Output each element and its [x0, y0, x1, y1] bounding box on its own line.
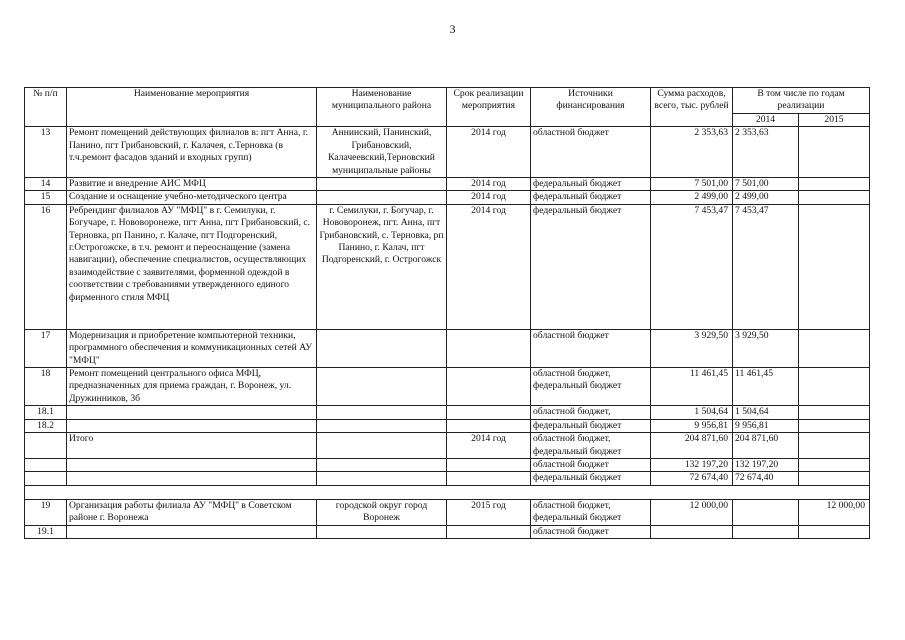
- total-federal-district: [317, 472, 447, 485]
- row-2015: [799, 525, 870, 538]
- header-2015: 2015: [799, 114, 870, 127]
- table-row: [25, 191, 870, 204]
- row-2014: [733, 525, 799, 538]
- header-source: Источники финансирования: [531, 88, 651, 127]
- row-district: Аннинский, Панинский, Грибановский, Калачеевский,Терновский муниципальные районы: [317, 127, 447, 178]
- row-name: Организация работы филиала АУ "МФЦ" в Советском районе г. Воронежа: [67, 499, 317, 525]
- row-2014: 1 504,64: [733, 406, 799, 419]
- total-source: областной бюджет, федеральный бюджет: [531, 433, 651, 459]
- row-num: 19: [25, 499, 67, 525]
- row-name: [67, 525, 317, 538]
- row-term: 2014 год: [447, 127, 531, 178]
- row-district: [317, 419, 447, 432]
- total-sum: 204 871,60: [651, 433, 733, 459]
- header-years: В том числе по годам реализации: [733, 88, 870, 114]
- table-row: [25, 406, 870, 419]
- header-district: Наименование муниципального района: [317, 88, 447, 127]
- row-source: федеральный бюджет: [531, 204, 651, 329]
- row-num: 18.2: [25, 419, 67, 432]
- row-2014: 7 453,47: [733, 204, 799, 329]
- row-2015: [799, 406, 870, 419]
- row-term: 2015 год: [447, 499, 531, 525]
- row-2015: [799, 204, 870, 329]
- row-source: областной бюджет, федеральный бюджет: [531, 499, 651, 525]
- row-sum: 12 000,00: [651, 499, 733, 525]
- header-term: Срок реализации мероприятия: [447, 88, 531, 127]
- row-district: [317, 329, 447, 367]
- row-district: [317, 525, 447, 538]
- total-regional-district: [317, 458, 447, 471]
- row-term: [447, 525, 531, 538]
- total-label: Итого: [67, 433, 317, 459]
- row-name: Ребрендинг филиалов АУ "МФЦ" в г. Семилуки, г. Богучаре, г. Нововоронеже, пгт Анна, пгт Грибановский, с. Терновка, рп Панино, г. Калаче, пгт Подгоренский, г.Острогожске, в т.ч. ремонт и переоснащение (замена навигации), обеспечение специалистов, осуществляющих взаимодействие с заявителями, форменной одеждой в соответствии с требованиями утвержденного единого фирменного стиля МФЦ: [67, 204, 317, 329]
- total-regional-2015: [799, 458, 870, 471]
- header-num: № п/п: [25, 88, 67, 127]
- row-district: [317, 178, 447, 191]
- row-num: 14: [25, 178, 67, 191]
- row-source: областной бюджет,: [531, 406, 651, 419]
- row-2015: [799, 127, 870, 178]
- total-regional-term: [447, 458, 531, 471]
- table-row: [25, 329, 870, 367]
- header-2014: 2014: [733, 114, 799, 127]
- row-sum: 2 353,63: [651, 127, 733, 178]
- row-2015: [799, 178, 870, 191]
- table-row: [25, 178, 870, 191]
- table-row: [25, 525, 870, 538]
- spacer-cell: [25, 485, 870, 499]
- table-row: [25, 499, 870, 525]
- row-source: федеральный бюджет: [531, 191, 651, 204]
- total-federal-sum: 72 674,40: [651, 472, 733, 485]
- row-source: федеральный бюджет: [531, 178, 651, 191]
- row-term: [447, 419, 531, 432]
- page-number: 3: [449, 22, 456, 36]
- row-term: 2014 год: [447, 204, 531, 329]
- total-federal-2014: 72 674,40: [733, 472, 799, 485]
- total-regional-row: [25, 458, 870, 471]
- row-num: 17: [25, 329, 67, 367]
- row-sum: 3 929,50: [651, 329, 733, 367]
- row-district: [317, 368, 447, 406]
- row-num: 15: [25, 191, 67, 204]
- row-num: 19.1: [25, 525, 67, 538]
- row-num: 18: [25, 368, 67, 406]
- total-2014: 204 871,60: [733, 433, 799, 459]
- row-name: Создание и оснащение учебно-методического центра: [67, 191, 317, 204]
- row-district: городской округ город Воронеж: [317, 499, 447, 525]
- total-federal-2015: [799, 472, 870, 485]
- row-sum: 11 461,45: [651, 368, 733, 406]
- total-federal-row: [25, 472, 870, 485]
- table-row: [25, 419, 870, 432]
- total-federal-name: [67, 472, 317, 485]
- row-2014: 9 956,81: [733, 419, 799, 432]
- row-district: г. Семилуки, г. Богучар, г. Нововоронеж, пгт. Анна, пгт Грибановский, с. Терновка, рп Панино, г. Калач, пгт Подгоренский, г. Острогожск: [317, 204, 447, 329]
- row-name: [67, 419, 317, 432]
- total-2015: [799, 433, 870, 459]
- row-sum: [651, 525, 733, 538]
- row-2015: 12 000,00: [799, 499, 870, 525]
- row-2014: 3 929,50: [733, 329, 799, 367]
- total-regional-name: [67, 458, 317, 471]
- row-name: Ремонт помещений центрального офиса МФЦ, предназначенных для приема граждан, г. Воронеж, ул. Дружинников, 3б: [67, 368, 317, 406]
- row-num: 18.1: [25, 406, 67, 419]
- row-2014: [733, 499, 799, 525]
- spacer-row: [25, 485, 870, 499]
- table-row: [25, 127, 870, 178]
- row-term: [447, 368, 531, 406]
- row-2015: [799, 419, 870, 432]
- row-source: областной бюджет: [531, 525, 651, 538]
- table-header-row: [25, 88, 870, 114]
- row-district: [317, 191, 447, 204]
- table-row: [25, 368, 870, 406]
- total-district: [317, 433, 447, 459]
- row-num: 16: [25, 204, 67, 329]
- row-2015: [799, 191, 870, 204]
- total-federal-term: [447, 472, 531, 485]
- row-2014: 7 501,00: [733, 178, 799, 191]
- row-sum: 7 501,00: [651, 178, 733, 191]
- row-source: областной бюджет, федеральный бюджет: [531, 368, 651, 406]
- row-term: [447, 329, 531, 367]
- header-sum: Сумма расходов, всего, тыс. рублей: [651, 88, 733, 127]
- header-name: Наименование мероприятия: [67, 88, 317, 127]
- row-2014: 2 499,00: [733, 191, 799, 204]
- total-regional-sum: 132 197,20: [651, 458, 733, 471]
- total-regional-2014: 132 197,20: [733, 458, 799, 471]
- total-regional-source: областной бюджет: [531, 458, 651, 471]
- row-term: 2014 год: [447, 178, 531, 191]
- total-federal-num: [25, 472, 67, 485]
- row-source: федеральный бюджет: [531, 419, 651, 432]
- row-2015: [799, 329, 870, 367]
- total-regional-num: [25, 458, 67, 471]
- row-sum: 2 499,00: [651, 191, 733, 204]
- row-name: Ремонт помещений действующих филиалов в: пгт Анна, г. Панино, пгт Грибановский, г. Калачея, с.Терновка (в т.ч.ремонт фасадов зданий и входных групп): [67, 127, 317, 178]
- total-row: [25, 433, 870, 459]
- row-district: [317, 406, 447, 419]
- row-num: 13: [25, 127, 67, 178]
- row-2014: 11 461,45: [733, 368, 799, 406]
- row-name: Развитие и внедрение АИС МФЦ: [67, 178, 317, 191]
- row-name: Модернизация и приобретение компьютерной техники, программного обеспечения и коммуникационных сетей АУ "МФЦ": [67, 329, 317, 367]
- table-row: [25, 204, 870, 329]
- row-sum: 9 956,81: [651, 419, 733, 432]
- row-term: [447, 406, 531, 419]
- total-federal-source: федеральный бюджет: [531, 472, 651, 485]
- total-term: 2014 год: [447, 433, 531, 459]
- row-sum: 7 453,47: [651, 204, 733, 329]
- activities-table: [24, 87, 870, 539]
- row-source: областной бюджет: [531, 127, 651, 178]
- row-term: 2014 год: [447, 191, 531, 204]
- row-source: областной бюджет: [531, 329, 651, 367]
- row-name: [67, 406, 317, 419]
- total-num: [25, 433, 67, 459]
- row-2014: 2 353,63: [733, 127, 799, 178]
- row-sum: 1 504,64: [651, 406, 733, 419]
- row-2015: [799, 368, 870, 406]
